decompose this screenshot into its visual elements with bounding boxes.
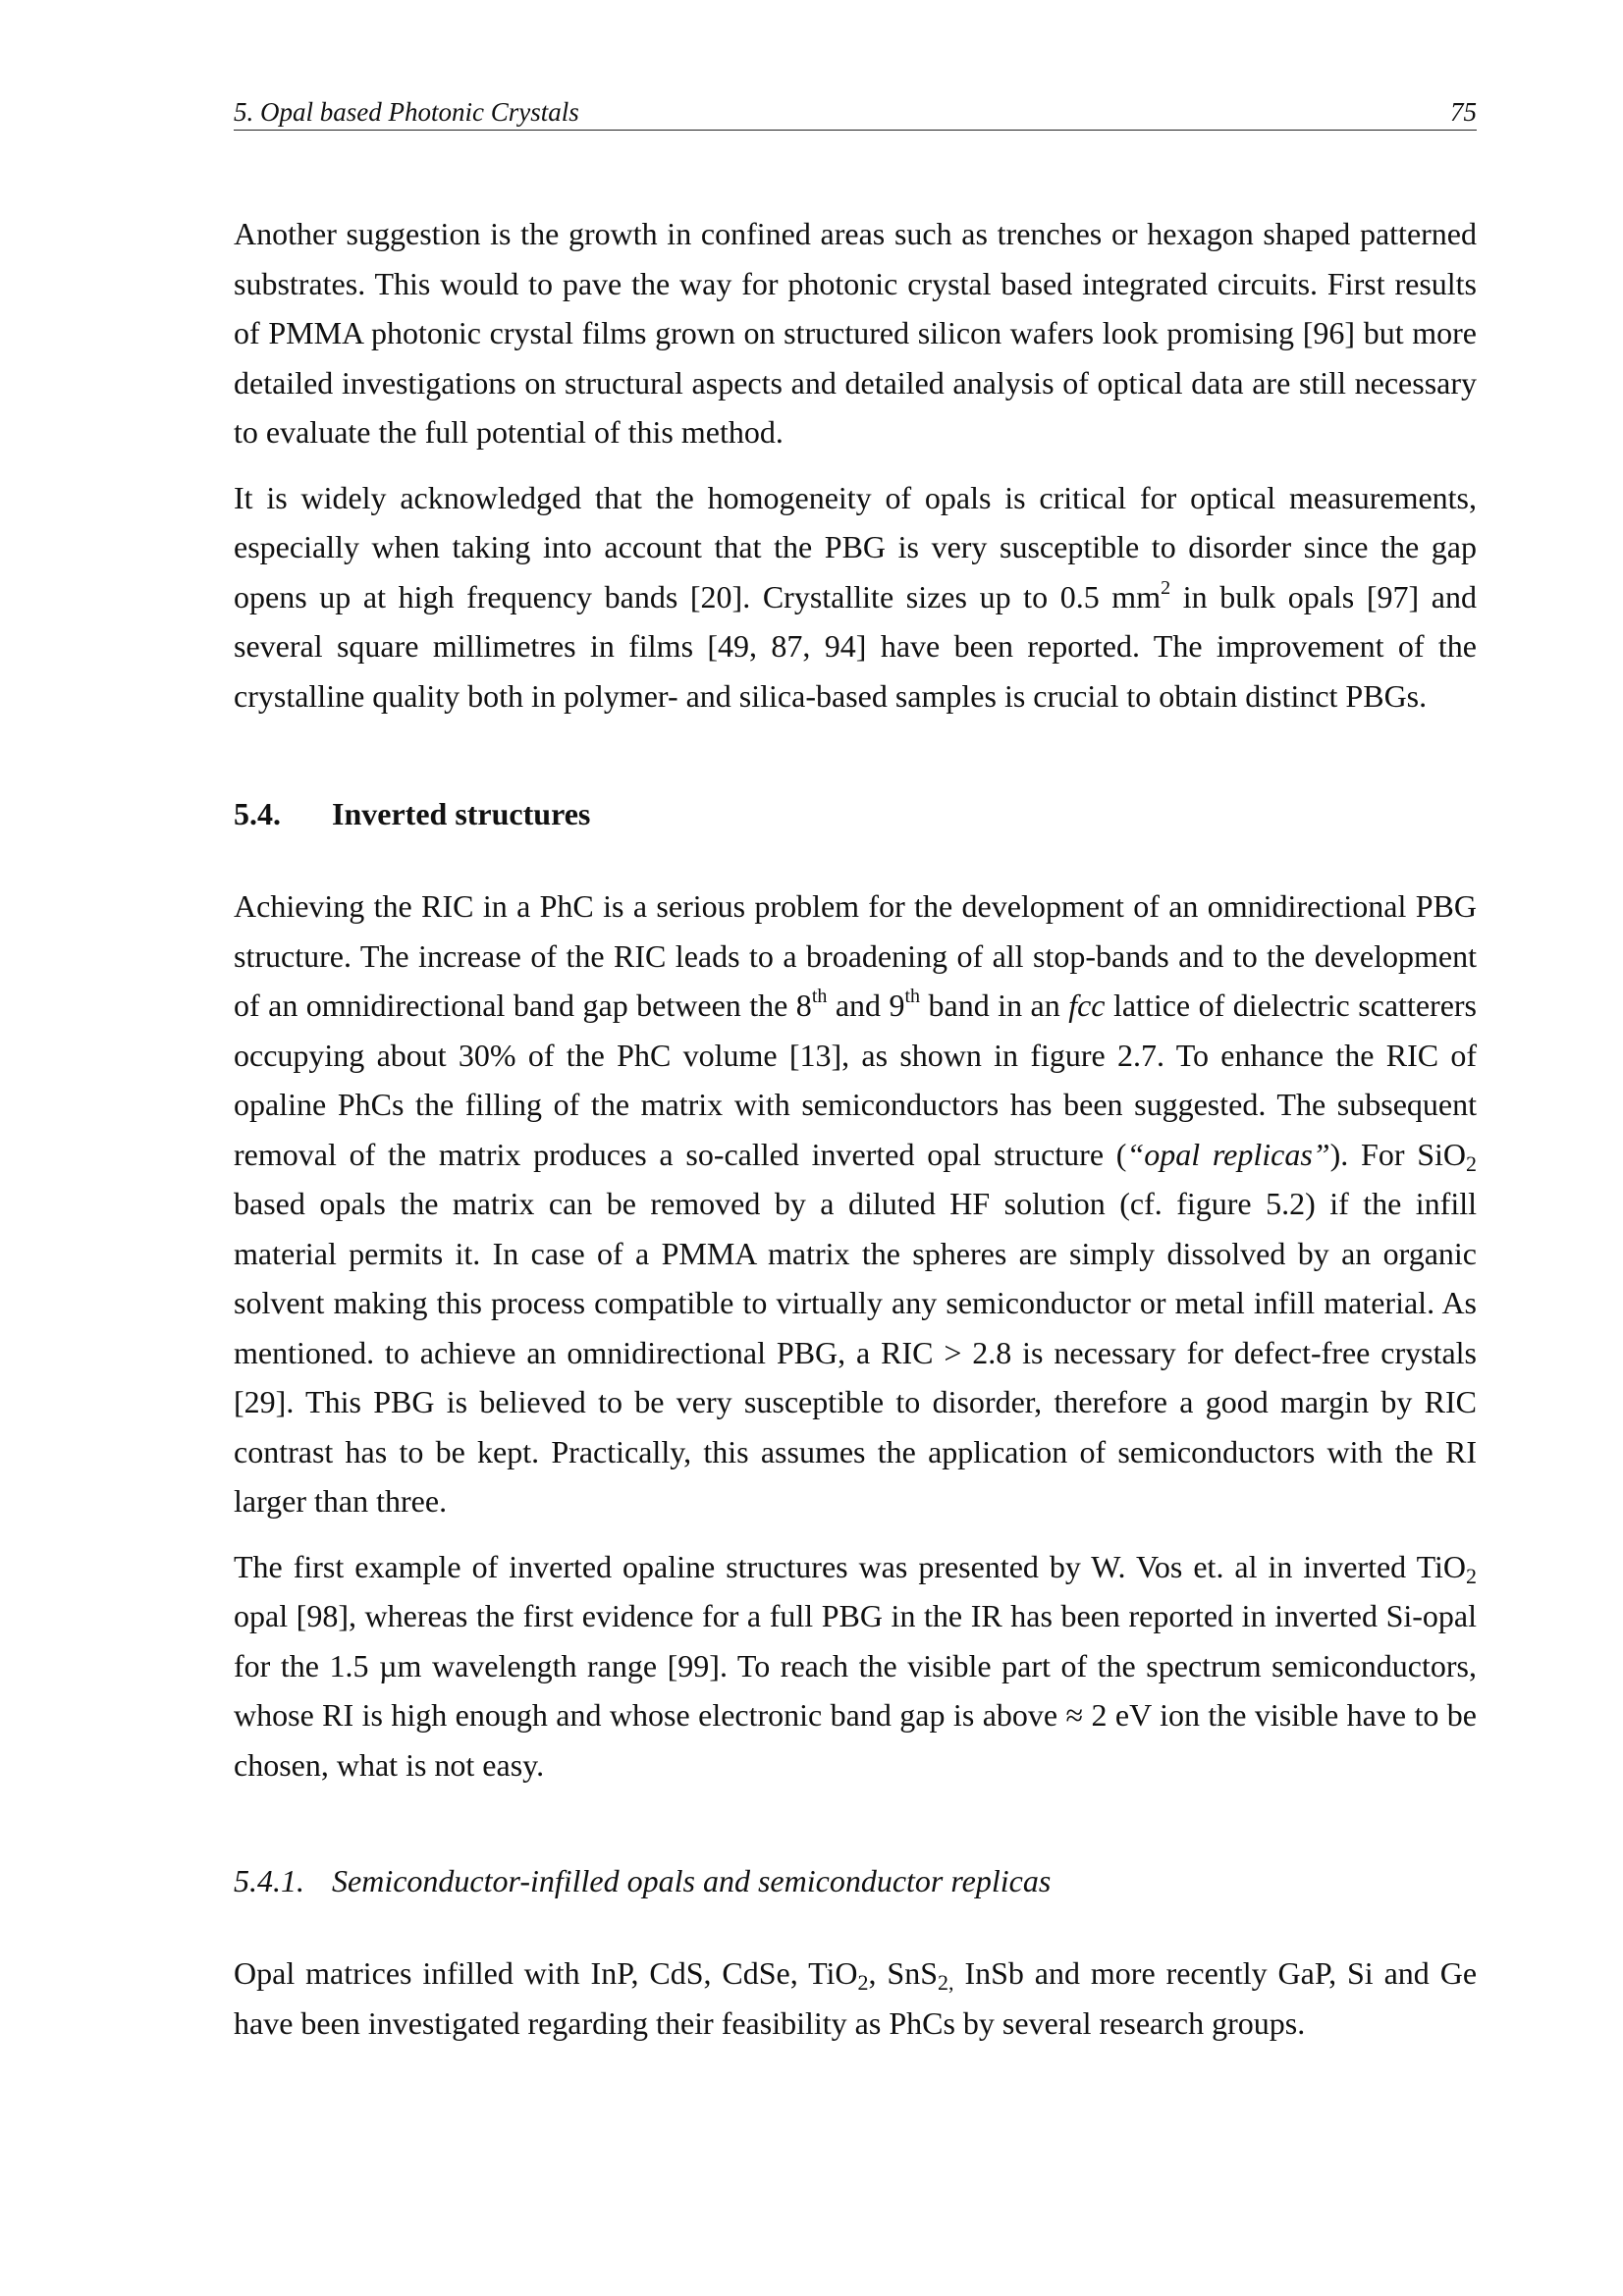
paragraph-first-example [234, 1542, 1477, 1790]
subsection-number: 5.4.1. [234, 1863, 304, 1898]
superscript: 2 [1161, 576, 1171, 599]
paragraph-ric [234, 881, 1477, 1526]
text-run: ). For SiO [1329, 1136, 1467, 1172]
subscript: 2, [938, 1970, 954, 1995]
page [234, 94, 1477, 2048]
text-run: and 9 [827, 988, 905, 1023]
page-number: 75 [1450, 97, 1477, 127]
subscript: 2 [1466, 1563, 1477, 1588]
superscript: th [904, 986, 921, 1007]
paragraph-homogeneity [234, 473, 1477, 721]
subscript: 2 [857, 1970, 869, 1995]
chapter-title: 5. Opal based Photonic Crystals [234, 97, 579, 127]
text-run: Opal matrices infilled with InP, CdS, CdSe, TiO [234, 1955, 858, 1991]
section-number: 5.4. [234, 796, 281, 831]
italic-term: “opal replicas” [1126, 1136, 1330, 1172]
text-run: It is widely acknowledged that the homogeneity of opals is critical for optical measurements, especially when taking into account that the PBG is very susceptible to disorder since the gap opens up at high frequency bands [20]. Crystallite sizes up to 0.5 mm [234, 479, 1477, 614]
subsection-title: Semiconductor-infilled opals and semiconductor replicas [332, 1863, 1052, 1898]
italic-term: fcc [1068, 988, 1106, 1023]
subscript: 2 [1466, 1150, 1478, 1176]
text-run: in bulk opals [97] and several square millimetres in films [49, 87, 94] have been reported. The improvement of the crystalline quality both in polymer- and silica-based samples is crucial to obtain distinct PBGs. [234, 578, 1478, 714]
text-run: opal [98], whereas the first evidence for a full PBG in the IR has been reported in inverted Si-opal for the 1.5 µm wavelength range [99]. To reach the visible part of the spectrum semiconductors, whose RI is high enough and whose electronic band gap is above ≈ 2 eV ion the visible have to be chosen, what is not easy. [234, 1598, 1477, 1783]
paragraph-infilled-opals [234, 1949, 1477, 2048]
superscript: th [811, 986, 828, 1007]
section-heading [234, 789, 1477, 838]
text-run: Achieving the RIC in a PhC is a serious problem for the development of an omnidirectional PBG structure. The increase of the RIC leads to a broadening of all stop-bands and to the development of an omnidirectional band gap between the 8 [234, 888, 1477, 1023]
text-run: The first example of inverted opaline structures was presented by W. Vos et. al in inverted TiO [234, 1548, 1466, 1584]
text-run: lattice of dielectric scatterers occupying about 30% of the PhC volume [13], as shown in figure 2.7. To enhance the RIC of opaline PhCs the filling of the matrix with semiconductors has been suggested. The subsequent removal of the matrix produces a so-called inverted opal structure ( [234, 988, 1478, 1172]
text-run: band in an [920, 988, 1069, 1023]
text-run: InSb and more recently GaP, Si and Ge have been investigated regarding their feasibility as PhCs by several research groups. [234, 1955, 1478, 2041]
section-title: Inverted structures [332, 796, 591, 831]
text-run: , SnS [868, 1955, 939, 1991]
text-run: based opals the matrix can be removed by a diluted HF solution (cf. figure 5.2) if the infill material permits it. In case of a PMMA matrix the spheres are simply dissolved by an organic solvent making this process compatible to virtually any semiconductor or metal infill material. As mentioned. to achieve an omnidirectional PBG, a RIC > 2.8 is necessary for defect-free crystals [29]. This PBG is believed to be very susceptible to disorder, therefore a good margin by RIC contrast has to be kept. Practically, this assumes the application of semiconductors with the RI larger than three. [234, 1186, 1477, 1519]
running-header [234, 94, 1477, 131]
paragraph-confined-growth: Another suggestion is the growth in confined areas such as trenches or hexagon shaped patterned substrates. This would to pave the way for photonic crystal based integrated circuits. First results of PMMA photonic crystal films grown on structured silicon wafers look promising [96] but more detailed investigations on structural aspects and detailed analysis of optical data are still necessary to evaluate the full potential of this method. [234, 216, 1477, 450]
subsection-heading [234, 1856, 1477, 1905]
